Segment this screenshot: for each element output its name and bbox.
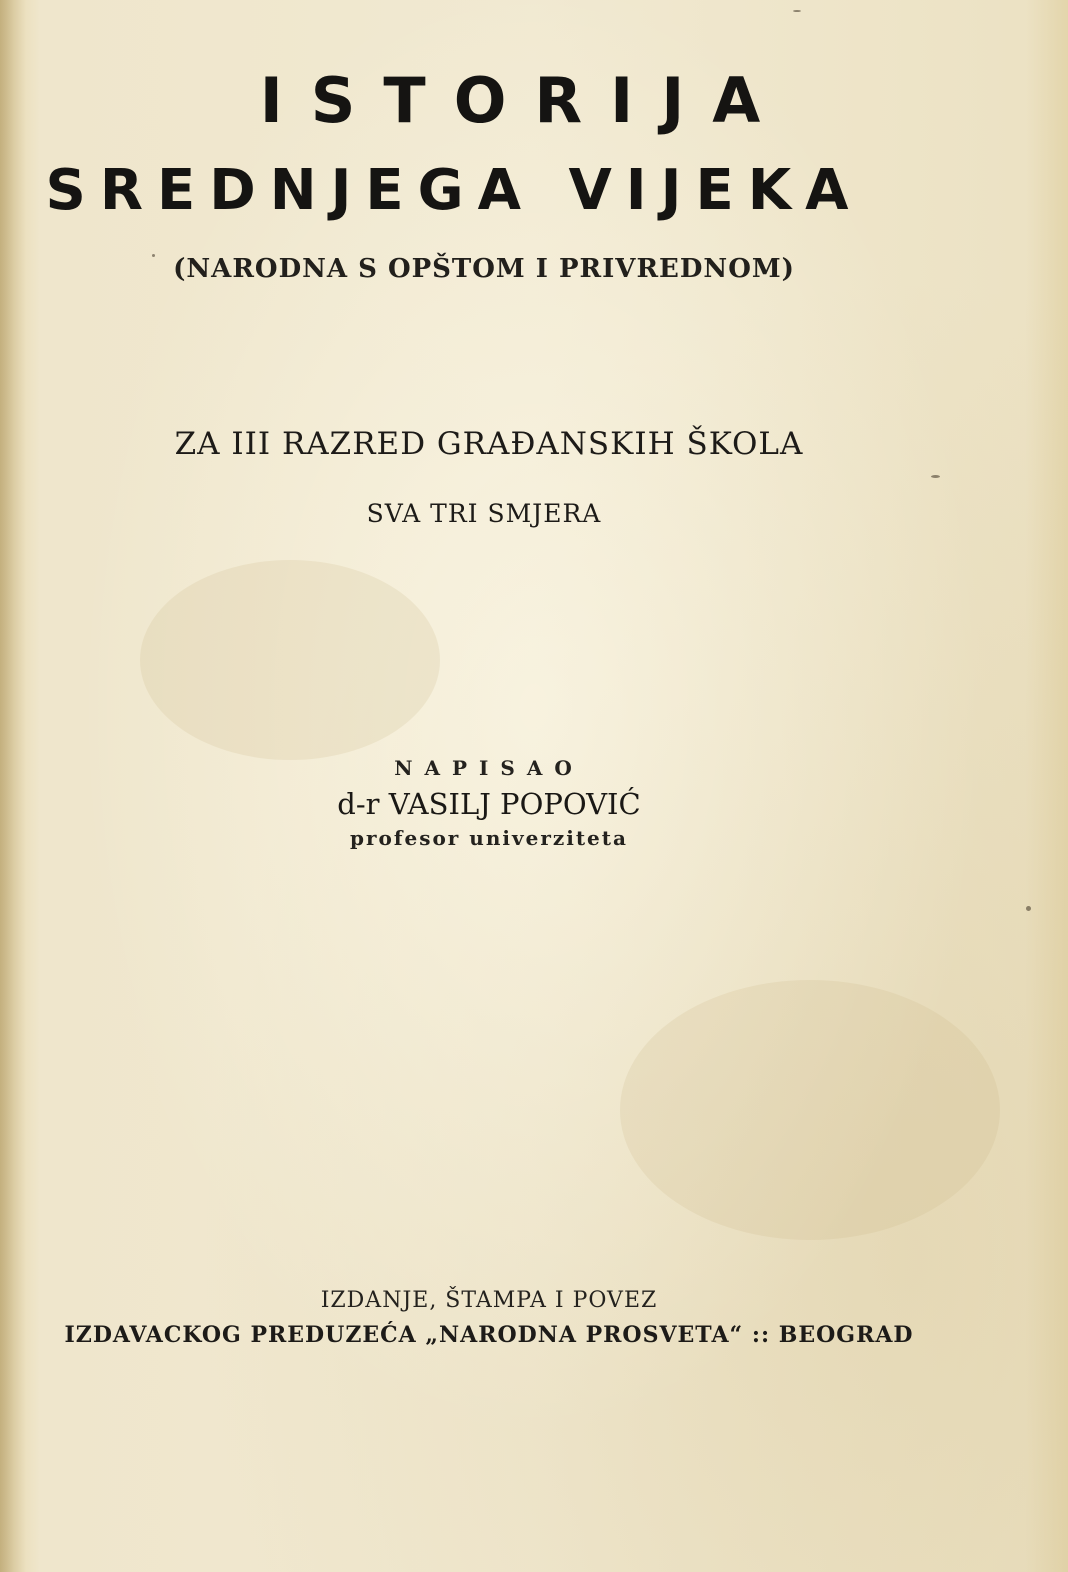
ink-speck	[152, 254, 155, 257]
ink-speck	[1026, 906, 1031, 911]
title-line-1: ISTORIJA	[259, 64, 789, 137]
grade-line: ZA III RAZRED GRAĐANSKIH ŠKOLA	[174, 426, 804, 462]
title-line-2: SREDNJEGA VIJEKA	[45, 158, 863, 223]
publisher-line: IZDAVACKOG PREDUZEĆA „NARODNA PROSVETA“ :: BEOGRAD	[64, 1322, 914, 1348]
author-position: profesor univerziteta	[350, 826, 628, 850]
subtitle: (NARODNA S OPŠTOM I PRIVREDNOM)	[173, 254, 795, 284]
ink-speck	[931, 475, 940, 478]
wrote-label: NAPISAO	[394, 756, 584, 780]
directions-line: SVA TRI SMJERA	[366, 499, 602, 528]
edition-line: IZDANJE, ŠTAMPA I POVEZ	[320, 1288, 658, 1313]
ink-speck	[793, 10, 801, 12]
author-name: d-r VASILJ POPOVIĆ	[337, 787, 641, 821]
paper-stain	[620, 980, 1000, 1240]
paper-stain	[140, 560, 440, 760]
